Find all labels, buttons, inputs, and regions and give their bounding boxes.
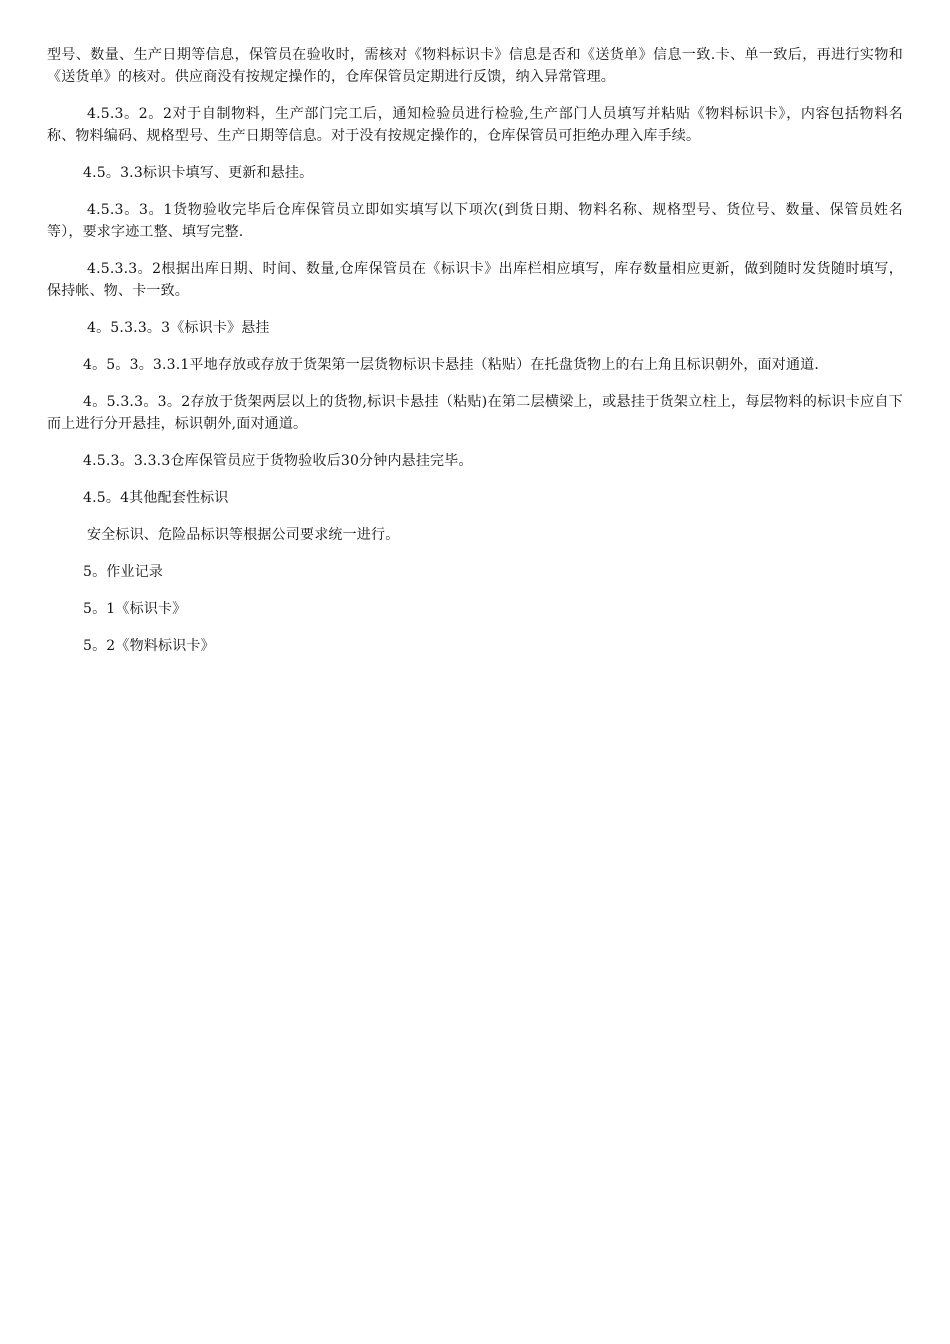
list-item-5-1: 5。1《标识卡》 (83, 601, 187, 617)
paragraph-safety-marks: 安全标识、危险品标识等根据公司要求统一进行。 (87, 527, 400, 543)
paragraph-4-5-3-3-3-3: 4.5.3。3.3.3仓库保管员应于货物验收后30分钟内悬挂完毕。 (83, 453, 473, 469)
paragraph-continuation: 型号、数量、生产日期等信息，保管员在验收时，需核对《物料标识卡》信息是否和《送货单》信息一致.卡、单一致后，再进行实物和《送货单》的核对。供应商没有按规定操作的，仓库保管员定期进行反馈，纳入异常管理。 (47, 47, 903, 85)
heading-4-5-4: 4.5。4其他配套性标识 (83, 490, 229, 506)
paragraph-4-5-3-3-2: 4.5.3.3。2根据出库日期、时间、数量,仓库保管员在《标识卡》出库栏相应填写，库存数量相应更新，做到随时发货随时填写，保持帐、物、卡一致。 (47, 261, 903, 299)
paragraph-4-5-3-3-3-1: 4。5。3。3.3.1平地存放或存放于货架第一层货物标识卡悬挂（粘贴）在托盘货物上的右上角且标识朝外，面对通道. (83, 357, 819, 373)
paragraph-4-5-3-3-1: 4.5.3。3。1货物验收完毕后仓库保管员立即如实填写以下项次(到货日期、物料名称、规格型号、货位号、数量、保管员姓名等），要求字迹工整、填写完整. (47, 202, 903, 240)
paragraph-4-5-3-2-2: 4.5.3。2。2对于自制物料，生产部门完工后，通知检验员进行检验,生产部门人员填写并粘贴《物料标识卡》，内容包括物料名称、物料编码、规格型号、生产日期等信息。对于没有按规定操作的，仓库保管员可拒绝办理入库手续。 (47, 106, 903, 144)
paragraph-4-5-3-3-3-2: 4。5.3.3。3。2存放于货架两层以上的货物,标识卡悬挂（粘贴)在第二层横梁上，或悬挂于货架立柱上，每层物料的标识卡应自下而上进行分开悬挂，标识朝外,面对通道。 (47, 394, 903, 432)
heading-5-records: 5。作业记录 (83, 564, 164, 580)
list-item-5-2: 5。2《物料标识卡》 (83, 638, 215, 654)
document-body (47, 44, 903, 672)
heading-4-5-3-3: 4.5。3.3标识卡填写、更新和悬挂。 (83, 165, 314, 181)
heading-4-5-3-3-3: 4。5.3.3。3《标识卡》悬挂 (87, 320, 270, 336)
